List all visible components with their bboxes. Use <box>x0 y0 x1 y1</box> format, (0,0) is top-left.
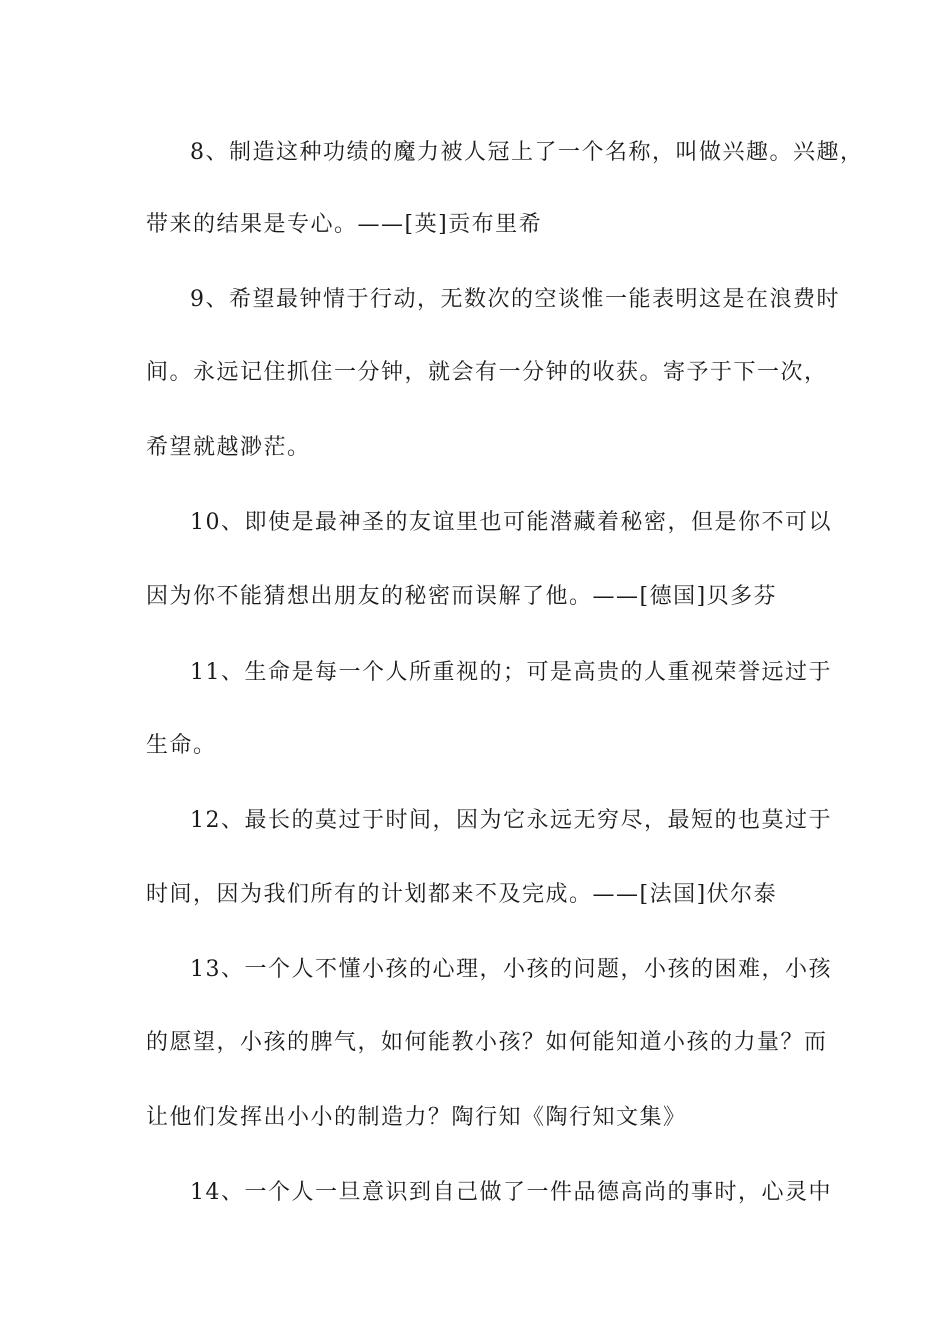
quote-12-line-1: 12、最长的莫过于时间，因为它永远无穷尽，最短的也莫过于 <box>190 808 832 833</box>
quote-9-line-1: 9、希望最钟情于行动，无数次的空谈惟一能表明这是在浪费时 <box>190 287 840 312</box>
quote-13-line-2: 的愿望，小孩的脾气，如何能教小孩？如何能知道小孩的力量？而 <box>146 1030 828 1055</box>
quote-9-line-2: 间。永远记住抓住一分钟，就会有一分钟的收获。寄予于下一次， <box>146 360 828 385</box>
quote-14-line-1: 14、一个人一旦意识到自己做了一件品德高尚的事时，心灵中 <box>190 1180 832 1205</box>
quote-13-line-3: 让他们发挥出小小的制造力？陶行知《陶行知文集》 <box>146 1105 687 1130</box>
quote-10-line-1: 10、即使是最神圣的友谊里也可能潜藏着秘密，但是你不可以 <box>190 510 832 535</box>
quote-13-line-1: 13、一个人不懂小孩的心理，小孩的问题，小孩的困难，小孩 <box>190 957 832 982</box>
quote-8-line-2: 带来的结果是专心。——[英]贡布里希 <box>146 212 543 237</box>
quote-10-line-2: 因为你不能猜想出朋友的秘密而误解了他。——[德国]贝多芬 <box>146 584 778 609</box>
quote-11-line-1: 11、生命是每一个人所重视的；可是高贵的人重视荣誉远过于 <box>190 660 832 685</box>
quote-8-line-1: 8、制造这种功绩的魔力被人冠上了一个名称，叫做兴趣。兴趣， <box>190 140 864 165</box>
quote-11-line-2: 生命。 <box>146 733 217 758</box>
quote-12-line-2: 时间，因为我们所有的计划都来不及完成。——[法国]伏尔泰 <box>146 882 778 907</box>
quote-9-line-3: 希望就越渺茫。 <box>146 435 311 460</box>
